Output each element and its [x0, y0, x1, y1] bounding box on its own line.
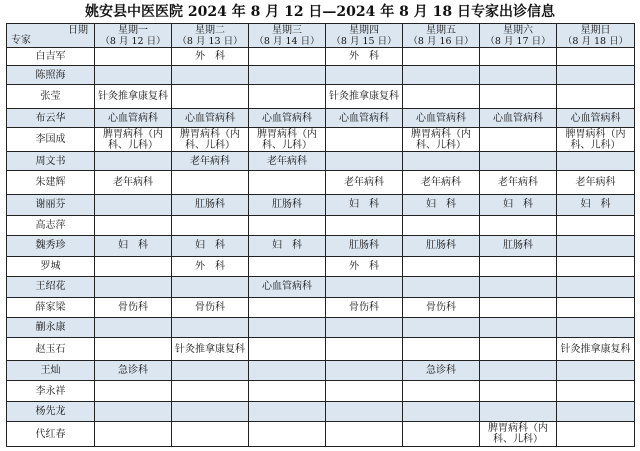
schedule-cell: 妇 科 [95, 236, 172, 256]
day-header [95, 24, 172, 48]
table-row [7, 109, 635, 127]
schedule-cell: 肛肠科 [172, 195, 249, 215]
schedule-cell [172, 422, 249, 447]
schedule-cell [403, 422, 480, 447]
schedule-cell: 心血管病科 [326, 109, 403, 127]
schedule-cell: 急诊科 [403, 360, 480, 380]
expert-name: 高志萍 [7, 215, 95, 235]
weekday-label: 星期六 [503, 24, 533, 36]
schedule-cell: 妇 科 [403, 195, 480, 215]
schedule-cell: 老年病科 [403, 170, 480, 195]
schedule-cell [557, 401, 635, 421]
schedule-cell: 老年病科 [95, 170, 172, 195]
schedule-cell [480, 48, 557, 66]
expert-name: 白吉军 [7, 48, 95, 66]
schedule-cell [480, 215, 557, 235]
schedule-cell [480, 338, 557, 361]
schedule-cell [480, 401, 557, 421]
weekday-label: 星期五 [426, 24, 456, 36]
schedule-cell: 心血管病科 [95, 109, 172, 127]
expert-name: 陈照海 [7, 66, 95, 84]
schedule-cell [403, 48, 480, 66]
schedule-cell [326, 401, 403, 421]
schedule-cell [172, 401, 249, 421]
expert-name: 王灿 [7, 360, 95, 380]
schedule-cell: 老年病科 [480, 170, 557, 195]
schedule-cell [557, 152, 635, 170]
schedule-cell [557, 381, 635, 401]
schedule-cell [403, 277, 480, 297]
schedule-cell [403, 84, 480, 109]
schedule-cell: 脾胃病科（内科、儿科） [557, 127, 635, 152]
schedule-cell: 外 科 [172, 48, 249, 66]
schedule-cell [172, 277, 249, 297]
schedule-cell [95, 48, 172, 66]
schedule-cell: 针灸推拿康复科 [557, 338, 635, 361]
table-row [7, 66, 635, 84]
schedule-cell [403, 256, 480, 276]
expert-name: 谢丽芬 [7, 195, 95, 215]
schedule-cell: 骨伤科 [326, 297, 403, 317]
table-row [7, 277, 635, 297]
schedule-cell [95, 277, 172, 297]
date-label: （8 月 17 日） [485, 35, 551, 47]
schedule-cell [172, 66, 249, 84]
schedule-cell [249, 338, 326, 361]
schedule-cell: 骨伤科 [172, 297, 249, 317]
schedule-cell [403, 215, 480, 235]
date-label: （8 月 18 日） [562, 35, 629, 47]
schedule-cell: 肛肠科 [249, 195, 326, 215]
table-row [7, 48, 635, 66]
schedule-cell [249, 360, 326, 380]
schedule-cell [249, 297, 326, 317]
expert-name: 罗城 [7, 256, 95, 276]
schedule-cell: 肛肠科 [480, 236, 557, 256]
table-row [7, 215, 635, 235]
weekday-label: 星期日 [580, 24, 611, 36]
schedule-cell: 妇 科 [480, 195, 557, 215]
schedule-cell [249, 215, 326, 235]
schedule-cell: 外 科 [172, 256, 249, 276]
day-header [326, 24, 403, 48]
schedule-cell [326, 360, 403, 380]
schedule-cell [249, 422, 326, 447]
date-label: （8 月 14 日） [254, 35, 320, 47]
schedule-cell [249, 256, 326, 276]
weekday-label: 星期四 [349, 24, 379, 36]
expert-name: 李永祥 [7, 381, 95, 401]
schedule-cell [557, 256, 635, 276]
schedule-cell: 心血管病科 [403, 109, 480, 127]
schedule-cell [557, 297, 635, 317]
day-header [249, 24, 326, 48]
schedule-cell [172, 381, 249, 401]
schedule-cell: 妇 科 [557, 195, 635, 215]
schedule-cell [249, 381, 326, 401]
table-row [7, 236, 635, 256]
schedule-cell [326, 317, 403, 337]
schedule-cell [326, 277, 403, 297]
schedule-cell: 老年病科 [326, 170, 403, 195]
schedule-cell: 妇 科 [249, 236, 326, 256]
schedule-cell: 脾胃病科（内科、儿科） [403, 127, 480, 152]
schedule-cell: 骨伤科 [403, 297, 480, 317]
schedule-cell [403, 66, 480, 84]
schedule-cell [480, 256, 557, 276]
schedule-cell [95, 422, 172, 447]
schedule-cell [326, 215, 403, 235]
schedule-cell [403, 401, 480, 421]
schedule-cell [326, 381, 403, 401]
schedule-cell [403, 317, 480, 337]
expert-name: 薛家梁 [7, 297, 95, 317]
schedule-cell [249, 170, 326, 195]
schedule-cell [95, 381, 172, 401]
schedule-cell: 肛肠科 [326, 236, 403, 256]
schedule-cell: 脾胃病科（内科、儿科） [172, 127, 249, 152]
table-row [7, 152, 635, 170]
schedule-cell [557, 422, 635, 447]
schedule-cell [480, 297, 557, 317]
schedule-body [7, 48, 635, 447]
schedule-cell: 老年病科 [172, 152, 249, 170]
schedule-cell [326, 422, 403, 447]
schedule-cell [326, 127, 403, 152]
schedule-cell [480, 127, 557, 152]
schedule-cell: 骨伤科 [95, 297, 172, 317]
day-header [557, 24, 635, 48]
table-row [7, 84, 635, 109]
schedule-cell: 脾胃病科（内科、儿科） [249, 127, 326, 152]
expert-name: 李国成 [7, 127, 95, 152]
day-header [172, 24, 249, 48]
expert-name: 周文书 [7, 152, 95, 170]
corner-header [7, 24, 95, 48]
table-row [7, 170, 635, 195]
schedule-cell [95, 195, 172, 215]
schedule-cell: 外 科 [326, 256, 403, 276]
schedule-cell [480, 84, 557, 109]
schedule-cell: 心血管病科 [557, 109, 635, 127]
schedule-cell: 针灸推拿康复科 [95, 84, 172, 109]
schedule-cell [95, 256, 172, 276]
weekday-label: 星期一 [118, 24, 148, 36]
expert-name: 代红春 [7, 422, 95, 447]
schedule-cell: 心血管病科 [249, 277, 326, 297]
schedule-cell: 脾胃病科（内科、儿科） [95, 127, 172, 152]
expert-axis-label: 专家 [11, 35, 31, 46]
schedule-cell: 外 科 [326, 48, 403, 66]
day-header [403, 24, 480, 48]
schedule-cell [557, 317, 635, 337]
schedule-cell [480, 317, 557, 337]
expert-name: 朱建辉 [7, 170, 95, 195]
schedule-cell [480, 360, 557, 380]
table-row [7, 381, 635, 401]
expert-name: 魏秀珍 [7, 236, 95, 256]
day-header [480, 24, 557, 48]
expert-name: 王绍花 [7, 277, 95, 297]
schedule-table [6, 23, 635, 447]
schedule-cell [172, 360, 249, 380]
schedule-cell [557, 84, 635, 109]
schedule-cell [172, 317, 249, 337]
schedule-cell [95, 401, 172, 421]
date-label: （8 月 15 日） [331, 35, 397, 47]
schedule-cell: 急诊科 [95, 360, 172, 380]
schedule-cell [249, 401, 326, 421]
schedule-cell [95, 66, 172, 84]
table-row [7, 360, 635, 380]
schedule-cell: 心血管病科 [249, 109, 326, 127]
schedule-cell [249, 48, 326, 66]
schedule-cell: 针灸推拿康复科 [172, 338, 249, 361]
schedule-cell [557, 360, 635, 380]
date-label: （8 月 12 日） [100, 35, 166, 47]
schedule-cell: 脾胃病科（内科、儿科） [480, 422, 557, 447]
schedule-cell [557, 66, 635, 84]
schedule-cell [95, 152, 172, 170]
expert-name: 张莹 [7, 84, 95, 109]
schedule-cell: 老年病科 [557, 170, 635, 195]
table-row [7, 338, 635, 361]
schedule-cell [480, 381, 557, 401]
weekday-label: 星期三 [272, 24, 302, 36]
schedule-cell [480, 277, 557, 297]
header-row [7, 24, 635, 48]
schedule-cell [403, 152, 480, 170]
table-row [7, 317, 635, 337]
date-label: （8 月 16 日） [408, 35, 474, 47]
schedule-cell: 心血管病科 [480, 109, 557, 127]
table-row [7, 127, 635, 152]
schedule-cell: 心血管病科 [172, 109, 249, 127]
schedule-cell [249, 317, 326, 337]
schedule-cell: 妇 科 [172, 236, 249, 256]
schedule-cell [172, 170, 249, 195]
page-title: 姚安县中医医院 2024 年 8 月 12 日—2024 年 8 月 18 日专家出诊信息 [85, 4, 555, 20]
schedule-cell [480, 152, 557, 170]
schedule-cell: 妇 科 [326, 195, 403, 215]
schedule-cell: 肛肠科 [403, 236, 480, 256]
schedule-cell [326, 152, 403, 170]
schedule-cell [172, 84, 249, 109]
schedule-cell [95, 338, 172, 361]
table-row [7, 422, 635, 447]
schedule-cell [95, 317, 172, 337]
table-row [7, 401, 635, 421]
schedule-cell [557, 236, 635, 256]
schedule-cell [172, 215, 249, 235]
table-row [7, 297, 635, 317]
schedule-cell [557, 48, 635, 66]
schedule-cell: 老年病科 [249, 152, 326, 170]
expert-name: 赵玉石 [7, 338, 95, 361]
weekday-label: 星期二 [195, 24, 225, 36]
date-label: （8 月 13 日） [177, 35, 243, 47]
expert-name: 布云华 [7, 109, 95, 127]
schedule-cell [557, 277, 635, 297]
schedule-cell [557, 215, 635, 235]
expert-name: 蒯永康 [7, 317, 95, 337]
schedule-cell: 针灸推拿康复科 [326, 84, 403, 109]
schedule-cell [480, 66, 557, 84]
schedule-cell [249, 66, 326, 84]
schedule-cell [326, 338, 403, 361]
expert-name: 杨先龙 [7, 401, 95, 421]
table-row [7, 195, 635, 215]
schedule-cell [326, 66, 403, 84]
date-axis-label: 日期 [68, 25, 88, 36]
schedule-cell [249, 84, 326, 109]
table-row [7, 256, 635, 276]
schedule-cell [95, 215, 172, 235]
schedule-cell [403, 381, 480, 401]
schedule-cell [403, 338, 480, 361]
